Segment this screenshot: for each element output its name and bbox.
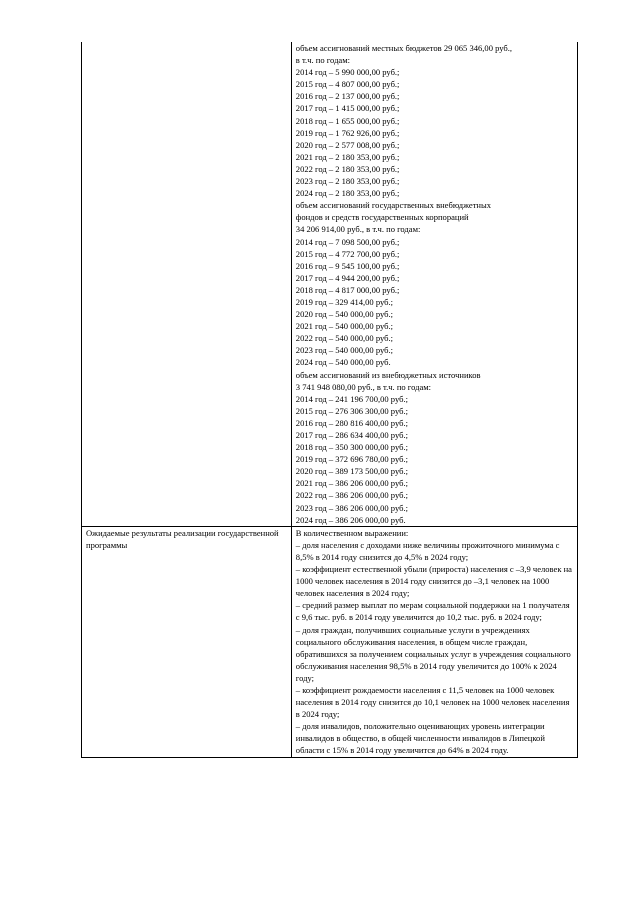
text-line: 2024 год – 540 000,00 руб. [295, 357, 391, 368]
text-line: 2015 год – 276 306 300,00 руб.; [295, 405, 408, 416]
results-item: – доля инвалидов, положительно оценивающих уровень интеграции инвалидов в общество, в общей численности инвалидов в Липецкой области с 15% в 2014 году увеличится до 64% в 2024 году. [295, 721, 545, 756]
text-line: 2021 год – 2 180 353,00 руб.; [295, 151, 400, 162]
program-passport-table [81, 42, 578, 758]
text-line: 34 206 914,00 руб., в т.ч. по годам: [295, 224, 421, 235]
results-item: – доля населения с доходами ниже величины прожиточного минимума с 8,5% в 2014 году снизится до 4,5% в 2024 году; [295, 539, 560, 562]
text-line: 2021 год – 540 000,00 руб.; [295, 321, 394, 332]
results-item: – средний размер выплат по мерам социальной поддержки на 1 получателя с 9,6 тыс. руб. в 2014 году увеличится до 10,2 тыс. руб. в 2024 году; [295, 600, 570, 623]
financing-row [82, 42, 578, 526]
text-line: 2023 год – 2 180 353,00 руб.; [295, 176, 400, 187]
text-line: 2023 год – 540 000,00 руб.; [295, 345, 394, 356]
text-line: в т.ч. по годам: [295, 55, 350, 66]
text-line: 2020 год – 540 000,00 руб.; [295, 309, 394, 320]
text-line: 2024 год – 386 206 000,00 руб. [295, 514, 406, 525]
expected-results-row [82, 526, 578, 757]
text-line: 2017 год – 1 415 000,00 руб.; [295, 103, 400, 114]
text-line: 2019 год – 1 762 926,00 руб.; [295, 127, 400, 138]
text-line: 2016 год – 2 137 000,00 руб.; [295, 91, 400, 102]
text-line: 2018 год – 4 817 000,00 руб.; [295, 284, 400, 295]
text-line: объем ассигнований государственных внебюджетных [295, 200, 492, 211]
text-line: 2020 год – 2 577 008,00 руб.; [295, 139, 400, 150]
text-line: 2022 год – 2 180 353,00 руб.; [295, 163, 400, 174]
text-line: 2017 год – 286 634 400,00 руб.; [295, 430, 408, 440]
text-line: 2019 год – 329 414,00 руб.; [295, 296, 394, 307]
text-line: 2016 год – 9 545 100,00 руб.; [295, 260, 400, 271]
results-item: – доля граждан, получивших социальные услуги в учреждениях социального обслуживания населения, в общем числе граждан, обратившихся за получением социальных услуг в учреждения социального обслуживания населения 98,5% в 2014 году увеличится до 100% к 2024 году; [295, 624, 571, 683]
results-item: – коэффициент естественной убыли (прироста) населения с –3,9 человек на 1000 человек населения в 2014 году снизится до –3,1 человек на 1000 человек населения в 2024 году; [295, 564, 572, 599]
text-line: 2024 год – 2 180 353,00 руб.; [295, 188, 400, 199]
results-item: – коэффициент рождаемости населения с 11,5 человек на 1000 человек населения в 2014 году снизится до 10,1 человек на 1000 человек населения в 2024 году; [295, 684, 570, 720]
text-line: 2015 год – 4 772 700,00 руб.; [295, 248, 400, 259]
text-line: 2022 год – 386 206 000,00 руб.; [295, 490, 408, 501]
text-line: 2019 год – 372 696 780,00 руб.; [295, 454, 408, 465]
text-line: 2022 год – 540 000,00 руб.; [295, 333, 394, 344]
text-line: объем ассигнований из внебюджетных источников [295, 369, 481, 380]
text-line: 2016 год – 280 816 400,00 руб.; [295, 417, 408, 428]
text-line: 2014 год – 5 990 000,00 руб.; [295, 67, 400, 78]
expected-results-label: Ожидаемые результаты реализации государственной программы [82, 526, 292, 757]
text-line: 3 741 948 080,00 руб., в т.ч. по годам: [295, 381, 432, 392]
text-line: 2017 год – 4 944 200,00 руб.; [295, 272, 400, 283]
financing-value-cell [291, 42, 577, 526]
text-line: 2020 год – 389 173 500,00 руб.; [295, 466, 408, 477]
text-line: 2015 год – 4 807 000,00 руб.; [295, 79, 400, 90]
text-line: объем ассигнований местных бюджетов 29 065 346,00 руб., [295, 43, 513, 53]
text-line: 2014 год – 241 196 700,00 руб.; [295, 393, 408, 404]
results-intro: В количественном выражении: [295, 527, 409, 538]
text-line: 2014 год – 7 098 500,00 руб.; [295, 236, 400, 247]
expected-results-cell [291, 526, 577, 757]
text-line: 2018 год – 1 655 000,00 руб.; [295, 115, 400, 126]
text-line: 2023 год – 386 206 000,00 руб.; [295, 502, 408, 513]
financing-label-cell [82, 42, 292, 526]
text-line: фондов и средств государственных корпораций [295, 212, 469, 223]
text-line: 2021 год – 386 206 000,00 руб.; [295, 478, 408, 489]
text-line: 2018 год – 350 300 000,00 руб.; [295, 442, 408, 453]
